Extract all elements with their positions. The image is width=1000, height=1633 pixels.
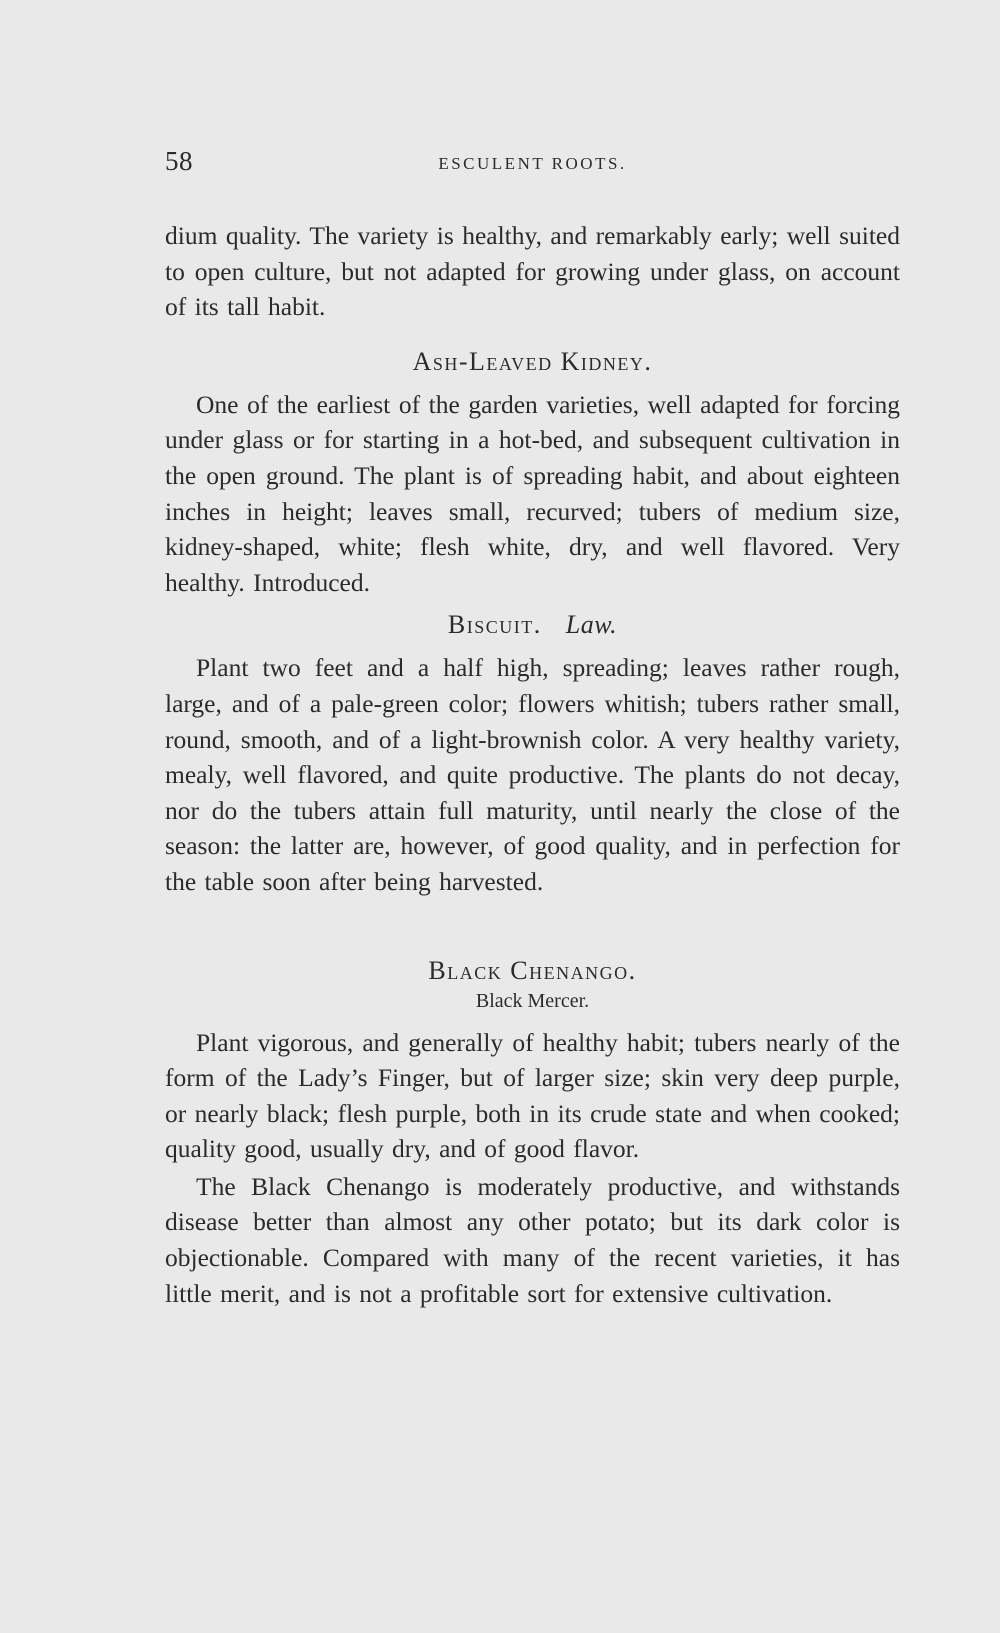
paragraph-black-chenango-1: Plant vigorous, and generally of healthy habit; tubers nearly of the form of the Lady’s Finger, but of larger size; skin very deep purple, or nearly black; flesh purple, both in its crude state and when cooked; quality good, usually dry, and of good flavor. [165,1027,900,1164]
heading-biscuit-title: Biscuit. [447,610,542,640]
book-page [165,0,900,1633]
section-heading-black-chenango: Black Chenango. [428,955,637,985]
heading-biscuit-attribution: Law. [565,610,618,640]
section-heading-biscuit [165,610,900,640]
paragraph-biscuit: Plant two feet and a half high, spreading; leaves rather rough, large, and of a pale-green color; flowers whitish; tubers rather small, round, smooth, and of a light-brownish color. A very healthy variety, mealy, well flavored, and quite productive. The plants do not decay, nor do the tubers attain full maturity, until nearly the close of the season: the latter are, however, of good quality, and in perfection for the table soon after being harvested. [165,653,900,896]
running-head [165,146,900,186]
paragraph-black-chenango-2: The Black Chenango is moderately productive, and withstands disease better than almost any other potato; but its dark color is objectionable. Compared with many of the recent varieties, it has little merit, and is not a profitable sort for extensive cultivation. [165,1171,900,1308]
synonym-black-mercer: Black Mercer. [475,989,590,1012]
running-title: ESCULENT ROOTS. [438,154,627,173]
paragraph-ash-leaved-kidney: One of the earliest of the garden varieties, well adapted for forcing under glass or for starting in a hot-bed, and subsequent cultivation in the open ground. The plant is of spreading habit, and about eighteen inches in height; leaves small, recurved; tubers of medium size, kidney-shaped, white; flesh white, dry, and well flavored. Very healthy. Introduced. [165,389,900,597]
body-text [165,218,900,1311]
section-heading-ash-leaved-kidney: Ash-Leaved Kidney. [412,346,653,376]
continuation-paragraph: dium quality. The variety is healthy, and remarkably early; well suited to open culture, but not adapted for growing under glass, on account of its tall habit. [165,221,900,322]
page-number: 58 [165,146,193,176]
